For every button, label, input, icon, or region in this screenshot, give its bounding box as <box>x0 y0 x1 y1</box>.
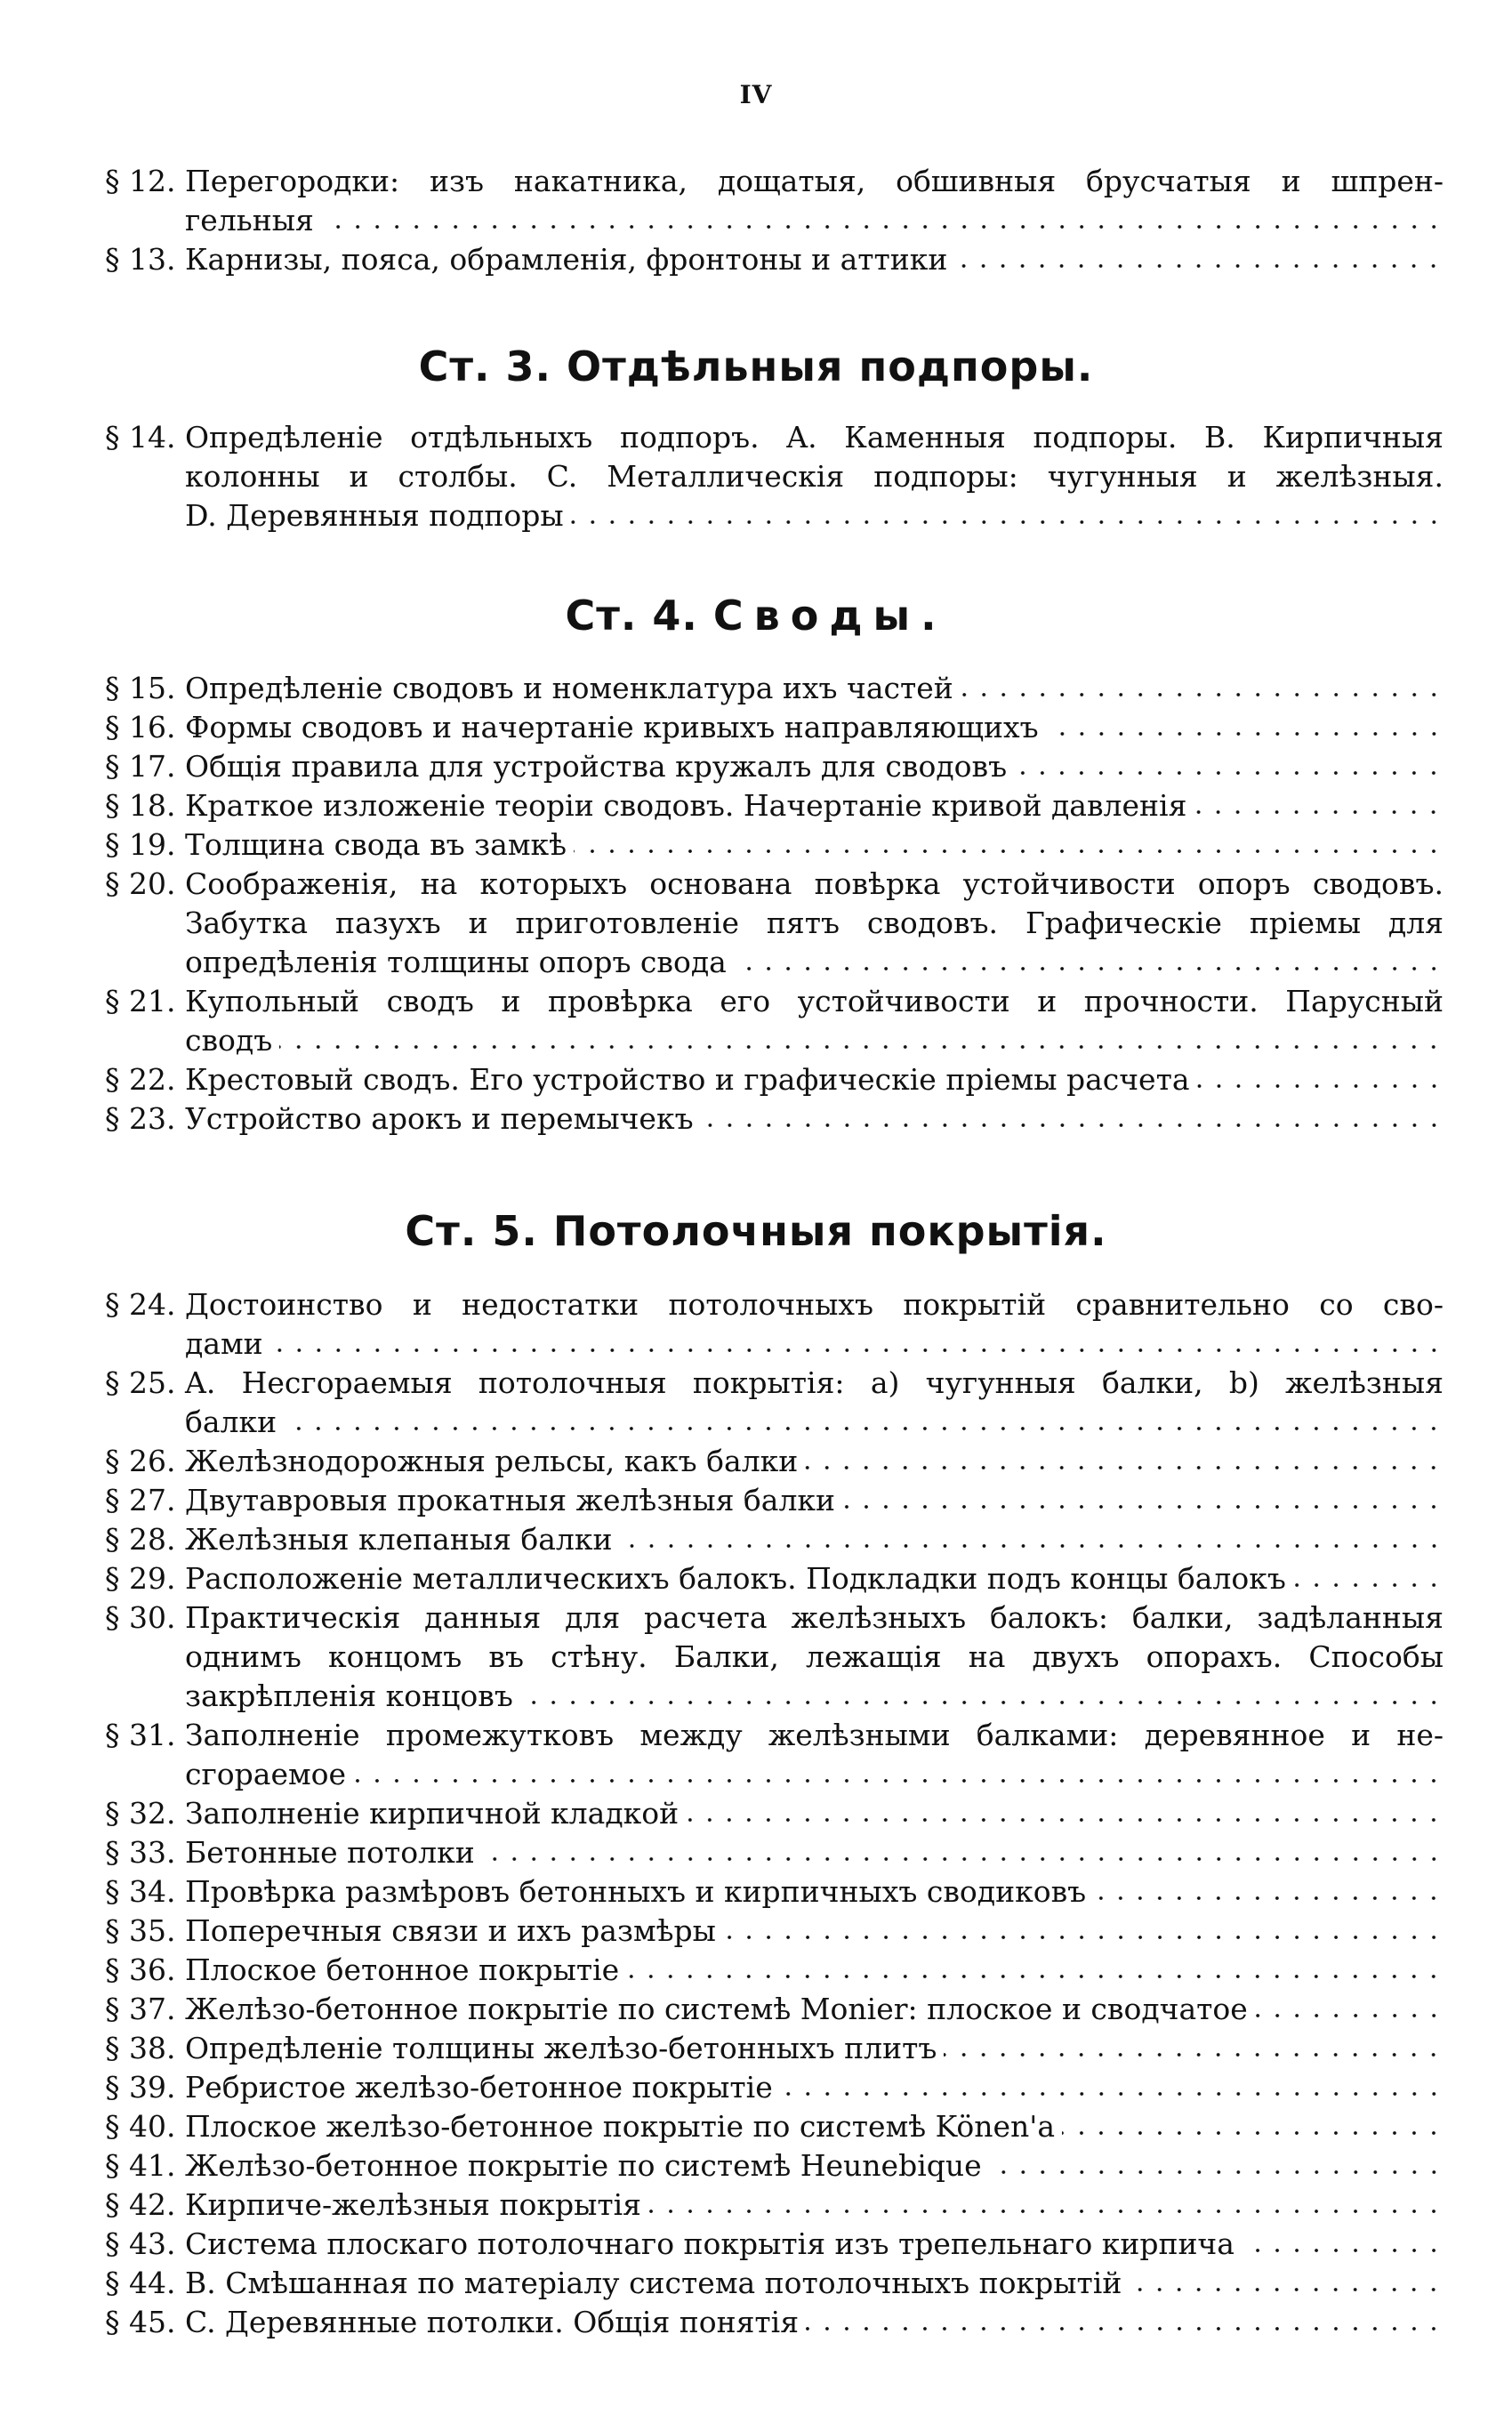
section-number: § 43. <box>105 2226 176 2261</box>
title-text: Провѣрка размѣровъ бетонныхъ и кирпичныхъ сводиковъ <box>185 1874 1087 1909</box>
section-number: § 21. <box>105 984 176 1018</box>
section-number: § 15. <box>105 671 176 705</box>
dot-leader <box>780 2090 1444 2097</box>
title-last-line <box>185 2225 1444 2264</box>
title-last-line <box>185 1833 1444 1872</box>
title-last-line <box>185 2185 1444 2225</box>
title-last-line <box>185 1990 1444 2029</box>
entry-title <box>185 1990 1444 2029</box>
section-number: § 37. <box>105 1992 176 2026</box>
title-text: опредѣленія толщины опоръ свода <box>185 945 727 979</box>
toc-block-chapter-4 <box>105 669 1444 1139</box>
title-last-line <box>185 2029 1444 2068</box>
title-last-line <box>185 1481 1444 1520</box>
title-last-line <box>185 1021 1444 1060</box>
entry-title <box>185 669 1444 708</box>
title-last-line <box>185 1403 1444 1442</box>
title-text: Опредѣленіе сводовъ и номенклатура ихъ частей <box>185 671 953 705</box>
entry-title <box>185 2107 1444 2146</box>
entry-title <box>185 1872 1444 1912</box>
toc-entry <box>105 1060 1444 1099</box>
section-number: § 13. <box>105 242 176 277</box>
section-number: § 31. <box>105 1718 176 1752</box>
dot-leader <box>648 2208 1444 2215</box>
section-number: § 16. <box>105 710 176 745</box>
title-last-line <box>185 747 1444 786</box>
section-heading-chapter-5 <box>0 1207 1512 1255</box>
toc-entry <box>105 1364 1444 1442</box>
section-number: § 24. <box>105 1287 176 1322</box>
section-prefix: Ст. 4. <box>565 592 698 640</box>
entry-title <box>185 1099 1444 1139</box>
toc-entry <box>105 1716 1444 1794</box>
section-title: Своды. <box>712 592 947 640</box>
toc-entry <box>105 982 1444 1060</box>
title-last-line <box>185 1520 1444 1559</box>
title-text: Карнизы, пояса, обрамленія, фронтоны и аттики <box>185 242 948 277</box>
entry-title <box>185 1442 1444 1481</box>
title-line: Соображенія, на которыхъ основана повѣрка устойчивости опоръ сводовъ. <box>185 866 1444 901</box>
entry-title <box>185 865 1444 982</box>
dot-leader <box>954 262 1444 270</box>
toc-block-chapter-3 <box>105 418 1444 535</box>
title-text: Расположеніе металлическихъ балокъ. Подкладки подъ концы балокъ <box>185 1561 1286 1596</box>
toc-entry <box>105 865 1444 982</box>
section-number: § 36. <box>105 1952 176 1987</box>
entry-title <box>185 1285 1444 1364</box>
dot-leader <box>701 1122 1444 1129</box>
title-line: Заполненіе промежутковъ между желѣзными балками: деревянное и не- <box>185 1718 1444 1752</box>
title-last-line <box>185 496 1444 535</box>
entry-title <box>185 747 1444 786</box>
entry-title <box>185 1364 1444 1442</box>
section-number: § 17. <box>105 749 176 784</box>
toc-entry <box>105 2029 1444 2068</box>
toc-entry <box>105 1794 1444 1833</box>
toc-entry <box>105 2225 1444 2264</box>
title-text: Система плоскаго потолочнаго покрытія изъ трепельнаго кирпича <box>185 2226 1235 2261</box>
section-number: § 45. <box>105 2305 176 2339</box>
section-number: § 22. <box>105 1062 176 1097</box>
toc-entry <box>105 1285 1444 1364</box>
entry-title <box>185 982 1444 1060</box>
title-last-line <box>185 2264 1444 2303</box>
section-number: § 44. <box>105 2266 176 2300</box>
dot-leader <box>686 1816 1444 1823</box>
toc-entry <box>105 1099 1444 1139</box>
title-last-line <box>185 2107 1444 2146</box>
entry-title <box>185 1520 1444 1559</box>
dot-leader <box>620 1542 1444 1550</box>
entry-title <box>185 1060 1444 1099</box>
section-prefix: Ст. 5. <box>405 1207 538 1255</box>
toc-entry <box>105 2185 1444 2225</box>
section-number: § 38. <box>105 2031 176 2065</box>
dot-leader <box>279 1043 1444 1050</box>
title-last-line <box>185 2146 1444 2185</box>
toc-entry <box>105 2146 1444 2185</box>
entry-title <box>185 1598 1444 1716</box>
dot-leader <box>1046 730 1444 737</box>
title-text: Поперечныя связи и ихъ размѣры <box>185 1913 716 1948</box>
title-last-line <box>185 1324 1444 1364</box>
toc-entry <box>105 1598 1444 1716</box>
title-text: B. Смѣшанная по матеріалу система потолочныхъ покрытій <box>185 2266 1122 2300</box>
title-last-line <box>185 1442 1444 1481</box>
toc-entry <box>105 162 1444 240</box>
title-text: Двутавровыя прокатныя желѣзныя балки <box>185 1483 836 1517</box>
title-text: Ребристое желѣзо-бетонное покрытіе <box>185 2070 773 2105</box>
section-number: § 28. <box>105 1522 176 1557</box>
section-heading-chapter-3 <box>0 342 1512 390</box>
section-number: § 25. <box>105 1365 176 1400</box>
entry-title <box>185 786 1444 825</box>
toc-entry <box>105 747 1444 786</box>
dot-leader <box>353 1777 1444 1784</box>
toc-entry <box>105 2107 1444 2146</box>
dot-leader <box>1014 769 1444 777</box>
title-text: Желѣзо-бетонное покрытіе по системѣ Monier: плоское и сводчатое <box>185 1992 1248 2026</box>
dot-leader <box>842 1503 1444 1510</box>
entry-title <box>185 825 1444 865</box>
title-last-line <box>185 201 1444 240</box>
entry-title <box>185 1481 1444 1520</box>
title-text: Крестовый сводъ. Его устройство и графическіе пріемы расчета <box>185 1062 1190 1097</box>
toc-entry <box>105 669 1444 708</box>
title-last-line <box>185 240 1444 279</box>
dot-leader <box>1093 1895 1444 1902</box>
title-last-line <box>185 1099 1444 1139</box>
entry-title <box>185 1716 1444 1794</box>
section-number: § 23. <box>105 1101 176 1136</box>
toc-entry <box>105 1951 1444 1990</box>
title-line: Достоинство и недостатки потолочныхъ покрытій сравнительно со сво- <box>185 1287 1444 1322</box>
title-last-line <box>185 708 1444 747</box>
title-last-line <box>185 1677 1444 1716</box>
toc-entry <box>105 825 1444 865</box>
entry-title <box>185 162 1444 240</box>
title-last-line <box>185 1559 1444 1598</box>
section-title: Потолочныя покрытія. <box>552 1207 1107 1255</box>
title-line: Опредѣленіе отдѣльныхъ подпоръ. A. Каменныя подпоры. B. Кирпичныя <box>185 420 1444 455</box>
section-number: § 18. <box>105 788 176 823</box>
entry-title <box>185 2146 1444 2185</box>
title-text: Опредѣленіе толщины желѣзо-бетонныхъ плитъ <box>185 2031 937 2065</box>
section-heading-chapter-4 <box>0 592 1512 640</box>
entry-title <box>185 1912 1444 1951</box>
entry-title <box>185 708 1444 747</box>
page-number: IV <box>739 80 773 109</box>
title-text: Заполненіе кирпичной кладкой <box>185 1796 680 1831</box>
title-text: Плоское желѣзо-бетонное покрытіе по системѣ Könen'a <box>185 2109 1056 2144</box>
toc-entry <box>105 240 1444 279</box>
toc-entry <box>105 1559 1444 1598</box>
dot-leader <box>734 965 1444 972</box>
title-text: Бетонные потолки <box>185 1835 475 1870</box>
section-number: § 29. <box>105 1561 176 1596</box>
title-text: сгораемое <box>185 1757 347 1791</box>
title-last-line <box>185 1755 1444 1794</box>
title-last-line <box>185 1912 1444 1951</box>
title-text: Толщина свода въ замкѣ <box>185 827 567 862</box>
title-line: Купольный сводъ и провѣрка его устойчивости и прочности. Парусный <box>185 984 1444 1018</box>
entry-title <box>185 2264 1444 2303</box>
section-number: § 32. <box>105 1796 176 1831</box>
entry-title <box>185 1951 1444 1990</box>
title-text: балки <box>185 1405 277 1439</box>
title-last-line <box>185 2303 1444 2342</box>
section-number: § 41. <box>105 2148 176 2183</box>
dot-leader <box>806 2325 1444 2332</box>
title-text: Желѣзныя клепаныя балки <box>185 1522 613 1557</box>
title-text: Желѣзо-бетонное покрытіе по системѣ Heunebique <box>185 2148 982 2183</box>
section-prefix: Ст. 3. <box>418 342 551 390</box>
title-last-line <box>185 1060 1444 1099</box>
title-last-line <box>185 786 1444 825</box>
toc-entry <box>105 1520 1444 1559</box>
toc-entry <box>105 1872 1444 1912</box>
section-number: § 35. <box>105 1913 176 1948</box>
title-last-line <box>185 943 1444 982</box>
dot-leader <box>1197 1083 1444 1090</box>
title-line: A. Несгораемыя потолочныя покрытія: a) чугунныя балки, b) желѣзныя <box>185 1365 1444 1400</box>
section-title: Отдѣльныя подпоры. <box>567 342 1094 390</box>
title-last-line <box>185 1951 1444 1990</box>
entry-title <box>185 1794 1444 1833</box>
section-number: § 27. <box>105 1483 176 1517</box>
title-text: дами <box>185 1326 263 1361</box>
section-number: § 33. <box>105 1835 176 1870</box>
title-last-line <box>185 2068 1444 2107</box>
dot-leader <box>321 223 1444 230</box>
dot-leader <box>284 1425 1444 1432</box>
title-last-line <box>185 669 1444 708</box>
toc-entry <box>105 1833 1444 1872</box>
dot-leader <box>805 1464 1444 1471</box>
dot-leader <box>270 1347 1444 1354</box>
dot-leader <box>571 519 1444 526</box>
title-text: сводъ <box>185 1023 273 1058</box>
section-number: § 39. <box>105 2070 176 2105</box>
dot-leader <box>723 1934 1444 1941</box>
title-line: Практическія данныя для расчета желѣзныхъ балокъ: балки, задѣланныя <box>185 1600 1444 1635</box>
dot-leader <box>482 1855 1444 1863</box>
title-text: гельныя <box>185 203 314 237</box>
toc-entry <box>105 1990 1444 2029</box>
dot-leader <box>520 1699 1444 1706</box>
entry-title <box>185 1833 1444 1872</box>
entry-title <box>185 2029 1444 2068</box>
dot-leader <box>1255 2012 1444 2019</box>
title-last-line <box>185 1794 1444 1833</box>
title-text: Плоское бетонное покрытіе <box>185 1952 620 1987</box>
toc-entry <box>105 418 1444 535</box>
section-number: § 19. <box>105 827 176 862</box>
title-text: Общія правила для устройства кружалъ для сводовъ <box>185 749 1008 784</box>
title-text: Устройство арокъ и перемычекъ <box>185 1101 694 1136</box>
dot-leader <box>626 1973 1444 1980</box>
section-number: § 34. <box>105 1874 176 1909</box>
entry-title <box>185 240 1444 279</box>
toc-entry <box>105 2068 1444 2107</box>
section-number: § 42. <box>105 2187 176 2222</box>
section-number: § 26. <box>105 1444 176 1478</box>
section-number: § 12. <box>105 164 176 198</box>
title-text: Краткое изложеніе теоріи сводовъ. Начертаніе кривой давленія <box>185 788 1187 823</box>
toc-block-chapter-5 <box>105 1285 1444 2342</box>
title-text: D. Деревянныя подпоры <box>185 498 564 533</box>
dot-leader <box>1062 2129 1444 2137</box>
section-number: § 14. <box>105 420 176 455</box>
entry-title <box>185 2068 1444 2107</box>
title-text: Формы сводовъ и начертаніе кривыхъ направляющихъ <box>185 710 1039 745</box>
toc-entry <box>105 2264 1444 2303</box>
entry-title <box>185 2225 1444 2264</box>
entry-title <box>185 1559 1444 1598</box>
dot-leader <box>1293 1582 1444 1589</box>
toc-block-intro <box>105 162 1444 279</box>
title-last-line <box>185 1872 1444 1912</box>
dot-leader <box>989 2169 1444 2176</box>
title-text: Кирпиче-желѣзныя покрытія <box>185 2187 641 2222</box>
toc-entry <box>105 1442 1444 1481</box>
dot-leader <box>1242 2247 1444 2254</box>
section-number: § 30. <box>105 1600 176 1635</box>
title-text: закрѣпленія концовъ <box>185 1678 513 1713</box>
section-number: § 20. <box>105 866 176 901</box>
toc-entry <box>105 2303 1444 2342</box>
toc-entry <box>105 1481 1444 1520</box>
title-text: C. Деревянные потолки. Общія понятія <box>185 2305 800 2339</box>
entry-title <box>185 2185 1444 2225</box>
dot-leader <box>1194 809 1444 816</box>
title-line: Забутка пазухъ и приготовленіе пятъ сводовъ. Графическіе пріемы для <box>185 906 1444 940</box>
toc-entry <box>105 786 1444 825</box>
dot-leader <box>961 691 1444 698</box>
entry-title <box>185 418 1444 535</box>
title-line: колонны и столбы. C. Металлическія подпоры: чугунныя и желѣзныя. <box>185 459 1444 494</box>
dot-leader <box>944 2051 1444 2058</box>
section-number: § 40. <box>105 2109 176 2144</box>
toc-entry <box>105 1912 1444 1951</box>
dot-leader <box>1129 2286 1444 2293</box>
toc-entry <box>105 708 1444 747</box>
dot-leader <box>574 848 1444 855</box>
title-line: однимъ концомъ въ стѣну. Балки, лежащія на двухъ опорахъ. Способы <box>185 1639 1444 1674</box>
entry-title <box>185 2303 1444 2342</box>
title-last-line <box>185 825 1444 865</box>
title-line: Перегородки: изъ накатника, дощатыя, обшивныя брусчатыя и шпрен- <box>185 164 1444 198</box>
title-text: Желѣзнодорожныя рельсы, какъ балки <box>185 1444 799 1478</box>
